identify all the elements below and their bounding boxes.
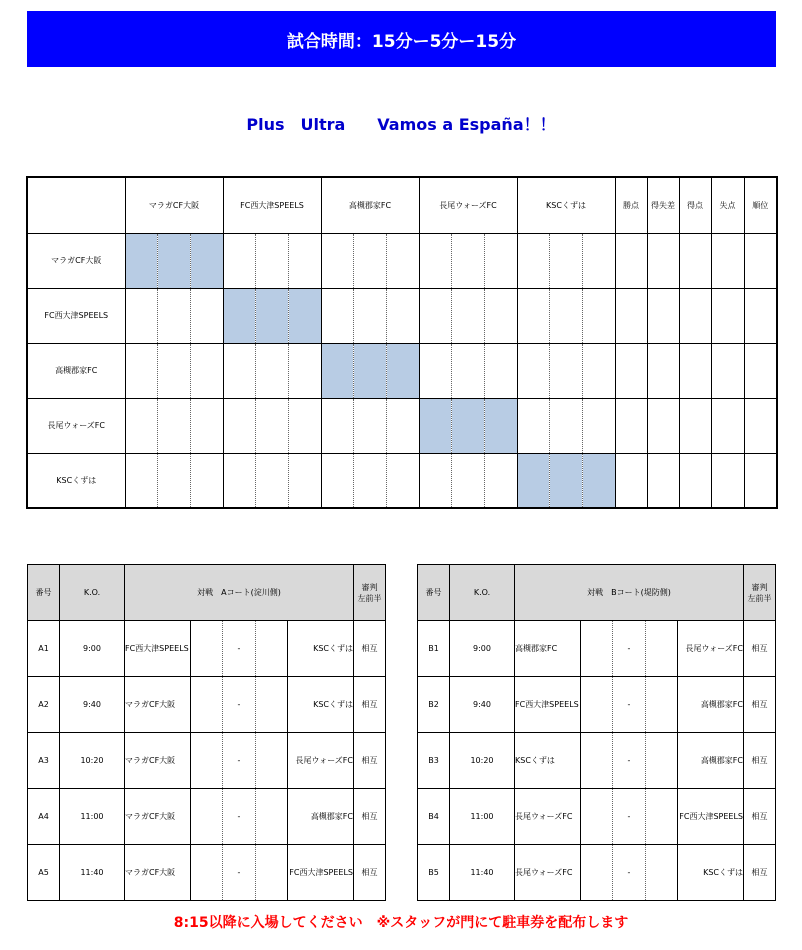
league-self-cell bbox=[353, 343, 386, 398]
header-referee-label: 審判 bbox=[361, 582, 378, 592]
league-stat-cell bbox=[615, 398, 647, 453]
league-result-cell bbox=[255, 343, 288, 398]
header-court: 対戦 Bコート(堤防側) bbox=[515, 565, 744, 621]
league-result-cell bbox=[353, 453, 386, 508]
league-stat-cell bbox=[744, 343, 777, 398]
league-result-cell bbox=[288, 453, 321, 508]
match-number: B2 bbox=[418, 677, 450, 733]
league-result-cell bbox=[223, 343, 255, 398]
match-away-score bbox=[646, 845, 678, 901]
league-result-cell bbox=[288, 233, 321, 288]
footer-notice: 8:15以降に入場してください ※スタッフが門にて駐車券を配布します bbox=[173, 915, 629, 931]
match-home-score bbox=[581, 789, 613, 845]
schedule-table-b bbox=[417, 564, 776, 901]
match-away-team: 高槻郡家FC bbox=[678, 677, 744, 733]
league-stat-cell bbox=[679, 233, 711, 288]
header-title: 試合時間：15分ー5分ー15分 bbox=[286, 31, 517, 52]
match-away-score bbox=[646, 789, 678, 845]
league-column-header: 長尾ウォーズFC bbox=[419, 177, 517, 233]
match-away-team: 高槻郡家FC bbox=[288, 789, 354, 845]
league-result-cell bbox=[386, 453, 419, 508]
league-result-cell bbox=[190, 288, 223, 343]
league-result-cell bbox=[353, 288, 386, 343]
league-row bbox=[27, 233, 777, 288]
match-away-team: FC西大津SPEELS bbox=[678, 789, 744, 845]
match-dash: - bbox=[613, 845, 646, 901]
match-away-score bbox=[256, 677, 288, 733]
league-result-cell bbox=[321, 398, 353, 453]
match-dash: - bbox=[223, 789, 256, 845]
match-number: B4 bbox=[418, 789, 450, 845]
match-home-team: マラガCF大阪 bbox=[125, 845, 191, 901]
league-result-cell bbox=[125, 288, 157, 343]
league-result-cell bbox=[157, 398, 190, 453]
match-row bbox=[28, 789, 386, 845]
match-referee: 相互 bbox=[354, 789, 386, 845]
match-dash: - bbox=[223, 845, 256, 901]
match-away-score bbox=[256, 789, 288, 845]
league-stat-cell bbox=[744, 453, 777, 508]
league-result-cell bbox=[419, 233, 451, 288]
match-home-score bbox=[191, 733, 223, 789]
league-stat-cell bbox=[679, 398, 711, 453]
match-home-score bbox=[191, 621, 223, 677]
league-column-header: 高槻郡家FC bbox=[321, 177, 419, 233]
match-referee: 相互 bbox=[354, 621, 386, 677]
league-row-header: 長尾ウォーズFC bbox=[27, 398, 125, 453]
league-result-cell bbox=[190, 398, 223, 453]
league-row-header: KSCくずは bbox=[27, 453, 125, 508]
match-away-team: KSCくずは bbox=[678, 845, 744, 901]
match-dash: - bbox=[613, 733, 646, 789]
league-stat-header: 得点 bbox=[679, 177, 711, 233]
match-dash: - bbox=[613, 789, 646, 845]
league-result-cell bbox=[190, 343, 223, 398]
match-away-score bbox=[646, 733, 678, 789]
match-kickoff: 9:40 bbox=[60, 677, 125, 733]
league-result-cell bbox=[321, 453, 353, 508]
match-kickoff: 11:40 bbox=[450, 845, 515, 901]
match-row bbox=[418, 677, 776, 733]
league-column-header: KSCくずは bbox=[517, 177, 615, 233]
header-number: 番号 bbox=[418, 565, 450, 621]
match-referee: 相互 bbox=[744, 789, 776, 845]
league-result-cell bbox=[288, 343, 321, 398]
league-result-cell bbox=[157, 453, 190, 508]
match-dash: - bbox=[223, 621, 256, 677]
league-self-cell bbox=[321, 343, 353, 398]
match-kickoff: 9:40 bbox=[450, 677, 515, 733]
league-stat-cell bbox=[744, 398, 777, 453]
league-result-cell bbox=[549, 233, 582, 288]
league-stat-cell bbox=[615, 233, 647, 288]
league-result-cell bbox=[419, 343, 451, 398]
league-result-cell bbox=[353, 233, 386, 288]
league-result-cell bbox=[451, 288, 484, 343]
league-result-cell bbox=[549, 398, 582, 453]
league-column-header: マラガCF大阪 bbox=[125, 177, 223, 233]
match-away-score bbox=[646, 677, 678, 733]
match-number: B3 bbox=[418, 733, 450, 789]
match-away-team: 長尾ウォーズFC bbox=[288, 733, 354, 789]
match-kickoff: 11:40 bbox=[60, 845, 125, 901]
league-self-cell bbox=[125, 233, 157, 288]
league-result-cell bbox=[223, 233, 255, 288]
league-result-cell bbox=[419, 288, 451, 343]
league-stat-header: 得失差 bbox=[647, 177, 679, 233]
league-stat-cell bbox=[711, 343, 744, 398]
match-referee: 相互 bbox=[744, 677, 776, 733]
match-kickoff: 10:20 bbox=[450, 733, 515, 789]
match-home-score bbox=[581, 845, 613, 901]
match-home-team: FC西大津SPEELS bbox=[515, 677, 581, 733]
league-self-cell bbox=[419, 398, 451, 453]
header-referee-label: 審判 bbox=[751, 582, 768, 592]
league-result-cell bbox=[255, 233, 288, 288]
match-number: A1 bbox=[28, 621, 60, 677]
league-self-cell bbox=[223, 288, 255, 343]
league-stat-cell bbox=[679, 453, 711, 508]
match-row bbox=[418, 845, 776, 901]
league-self-cell bbox=[190, 233, 223, 288]
match-number: B5 bbox=[418, 845, 450, 901]
league-result-cell bbox=[451, 343, 484, 398]
match-dash: - bbox=[223, 733, 256, 789]
league-result-cell bbox=[419, 453, 451, 508]
league-result-cell bbox=[484, 453, 517, 508]
league-self-cell bbox=[157, 233, 190, 288]
match-home-team: FC西大津SPEELS bbox=[125, 621, 191, 677]
league-row-header: マラガCF大阪 bbox=[27, 233, 125, 288]
match-home-team: マラガCF大阪 bbox=[125, 733, 191, 789]
league-result-cell bbox=[125, 453, 157, 508]
match-kickoff: 11:00 bbox=[450, 789, 515, 845]
match-kickoff: 11:00 bbox=[60, 789, 125, 845]
match-home-score bbox=[581, 677, 613, 733]
league-stat-cell bbox=[744, 233, 777, 288]
match-number: B1 bbox=[418, 621, 450, 677]
league-result-cell bbox=[517, 233, 549, 288]
league-stat-cell bbox=[711, 233, 744, 288]
match-home-team: KSCくずは bbox=[515, 733, 581, 789]
match-home-team: 長尾ウォーズFC bbox=[515, 789, 581, 845]
match-home-team: マラガCF大阪 bbox=[125, 789, 191, 845]
match-row bbox=[418, 789, 776, 845]
league-row bbox=[27, 343, 777, 398]
match-away-team: 高槻郡家FC bbox=[678, 733, 744, 789]
match-row bbox=[28, 845, 386, 901]
match-referee: 相互 bbox=[354, 677, 386, 733]
league-result-cell bbox=[386, 233, 419, 288]
league-result-cell bbox=[125, 343, 157, 398]
league-stat-header: 順位 bbox=[744, 177, 777, 233]
league-stat-cell bbox=[679, 288, 711, 343]
league-result-cell bbox=[549, 343, 582, 398]
match-dash: - bbox=[223, 677, 256, 733]
match-home-team: マラガCF大阪 bbox=[125, 677, 191, 733]
league-stat-cell bbox=[647, 398, 679, 453]
league-column-header: FC西大津SPEELS bbox=[223, 177, 321, 233]
league-stat-cell bbox=[647, 343, 679, 398]
league-stat-cell bbox=[615, 453, 647, 508]
league-stat-header: 失点 bbox=[711, 177, 744, 233]
match-number: A3 bbox=[28, 733, 60, 789]
header-referee bbox=[354, 565, 386, 621]
match-referee: 相互 bbox=[354, 733, 386, 789]
league-row bbox=[27, 398, 777, 453]
league-result-cell bbox=[517, 288, 549, 343]
league-stat-cell bbox=[647, 288, 679, 343]
league-stat-cell bbox=[711, 398, 744, 453]
league-stat-cell bbox=[615, 288, 647, 343]
match-home-score bbox=[581, 621, 613, 677]
league-stat-cell bbox=[744, 288, 777, 343]
match-row bbox=[28, 733, 386, 789]
header-referee-sub: 左前半 bbox=[747, 593, 772, 603]
league-row bbox=[27, 288, 777, 343]
match-row bbox=[418, 621, 776, 677]
league-self-cell bbox=[582, 453, 615, 508]
league-result-cell bbox=[582, 288, 615, 343]
match-home-score bbox=[191, 845, 223, 901]
header-referee bbox=[744, 565, 776, 621]
league-row-header: FC西大津SPEELS bbox=[27, 288, 125, 343]
header-ko: K.O. bbox=[450, 565, 515, 621]
match-home-score bbox=[581, 733, 613, 789]
league-self-cell bbox=[517, 453, 549, 508]
league-row bbox=[27, 453, 777, 508]
league-result-cell bbox=[157, 288, 190, 343]
league-result-cell bbox=[517, 343, 549, 398]
league-result-cell bbox=[255, 453, 288, 508]
match-home-score bbox=[191, 677, 223, 733]
match-row bbox=[28, 677, 386, 733]
match-away-score bbox=[256, 845, 288, 901]
match-away-team: 長尾ウォーズFC bbox=[678, 621, 744, 677]
league-result-cell bbox=[288, 398, 321, 453]
league-stat-header: 勝点 bbox=[615, 177, 647, 233]
league-self-cell bbox=[484, 398, 517, 453]
match-number: A2 bbox=[28, 677, 60, 733]
league-result-cell bbox=[484, 233, 517, 288]
match-kickoff: 9:00 bbox=[450, 621, 515, 677]
league-result-cell bbox=[255, 398, 288, 453]
league-result-cell bbox=[125, 398, 157, 453]
league-result-cell bbox=[157, 343, 190, 398]
league-corner-cell bbox=[27, 177, 125, 233]
match-dash: - bbox=[613, 621, 646, 677]
league-result-cell bbox=[451, 453, 484, 508]
league-result-cell bbox=[517, 398, 549, 453]
league-self-cell bbox=[255, 288, 288, 343]
match-kickoff: 10:20 bbox=[60, 733, 125, 789]
schedule-table-a bbox=[27, 564, 386, 901]
league-stat-cell bbox=[615, 343, 647, 398]
match-number: A5 bbox=[28, 845, 60, 901]
league-result-cell bbox=[321, 233, 353, 288]
league-stat-cell bbox=[647, 453, 679, 508]
league-result-cell bbox=[321, 288, 353, 343]
league-table bbox=[26, 176, 778, 509]
league-result-cell bbox=[484, 343, 517, 398]
match-away-team: KSCくずは bbox=[288, 677, 354, 733]
league-result-cell bbox=[582, 233, 615, 288]
match-row bbox=[28, 621, 386, 677]
page-header bbox=[27, 11, 776, 67]
match-row bbox=[418, 733, 776, 789]
league-result-cell bbox=[223, 398, 255, 453]
match-away-team: KSCくずは bbox=[288, 621, 354, 677]
league-stat-cell bbox=[711, 288, 744, 343]
match-home-team: 高槻郡家FC bbox=[515, 621, 581, 677]
league-result-cell bbox=[451, 233, 484, 288]
match-home-team: 長尾ウォーズFC bbox=[515, 845, 581, 901]
league-result-cell bbox=[386, 398, 419, 453]
match-number: A4 bbox=[28, 789, 60, 845]
league-self-cell bbox=[288, 288, 321, 343]
league-row-header: 高槻郡家FC bbox=[27, 343, 125, 398]
match-dash: - bbox=[613, 677, 646, 733]
league-result-cell bbox=[484, 288, 517, 343]
league-self-cell bbox=[386, 343, 419, 398]
league-stat-cell bbox=[647, 233, 679, 288]
match-away-score bbox=[646, 621, 678, 677]
match-referee: 相互 bbox=[744, 733, 776, 789]
league-self-cell bbox=[451, 398, 484, 453]
match-referee: 相互 bbox=[354, 845, 386, 901]
league-self-cell bbox=[549, 453, 582, 508]
subtitle: Plus Ultra Vamos a España！！ bbox=[246, 115, 556, 134]
header-ko: K.O. bbox=[60, 565, 125, 621]
league-result-cell bbox=[549, 288, 582, 343]
header-referee-sub: 左前半 bbox=[357, 593, 382, 603]
league-result-cell bbox=[190, 453, 223, 508]
league-result-cell bbox=[582, 343, 615, 398]
match-away-score bbox=[256, 621, 288, 677]
match-referee: 相互 bbox=[744, 845, 776, 901]
league-result-cell bbox=[353, 398, 386, 453]
match-referee: 相互 bbox=[744, 621, 776, 677]
league-stat-cell bbox=[679, 343, 711, 398]
league-result-cell bbox=[386, 288, 419, 343]
match-kickoff: 9:00 bbox=[60, 621, 125, 677]
match-away-team: FC西大津SPEELS bbox=[288, 845, 354, 901]
league-stat-cell bbox=[711, 453, 744, 508]
league-result-cell bbox=[223, 453, 255, 508]
match-home-score bbox=[191, 789, 223, 845]
match-away-score bbox=[256, 733, 288, 789]
header-court: 対戦 Aコート(淀川側) bbox=[125, 565, 354, 621]
league-result-cell bbox=[582, 398, 615, 453]
header-number: 番号 bbox=[28, 565, 60, 621]
